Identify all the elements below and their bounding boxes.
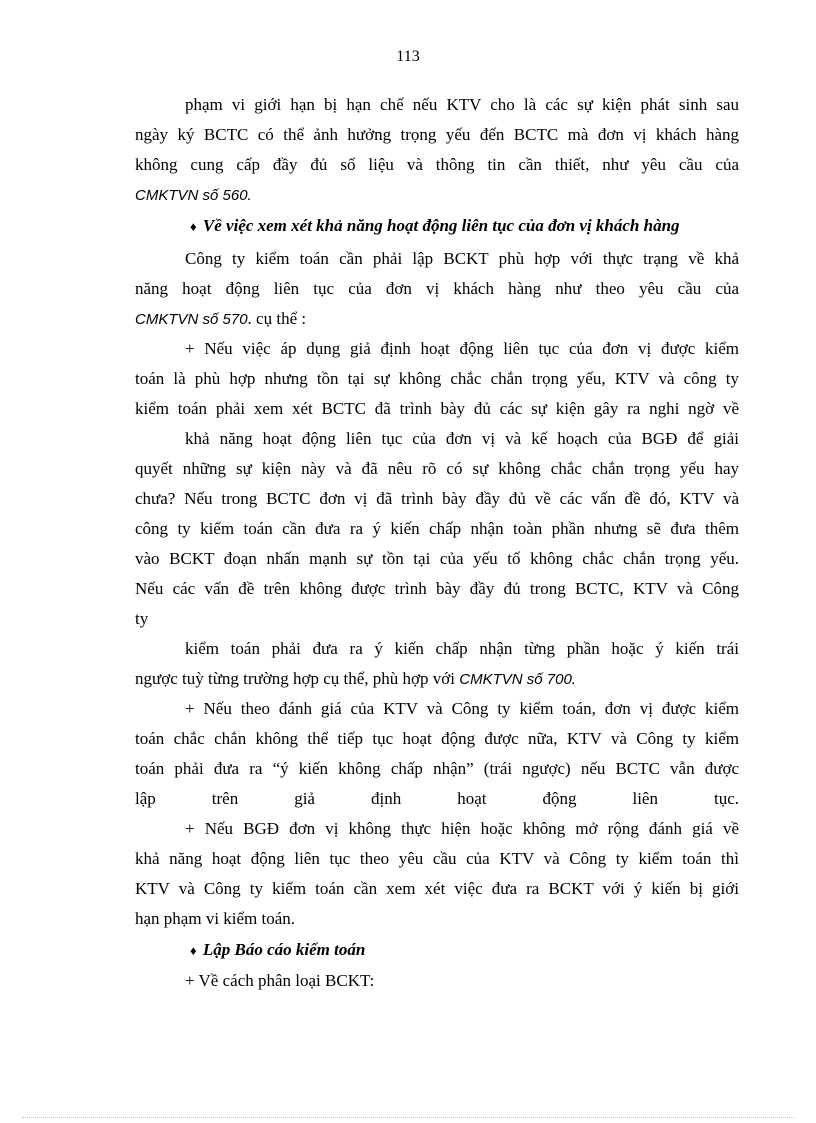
text-line: kiểm toán phải xem xét BCTC đã trình bày đủ các sự kiện gây ra nghi ngờ về <box>135 399 739 418</box>
section-heading <box>190 211 680 242</box>
page-border-rule <box>22 1117 794 1118</box>
text-line: ngày ký BCTC có thể ảnh hưởng trọng yếu đến BCTC mà đơn vị khách hàng <box>135 125 739 144</box>
text-line: + Về cách phân loại BCKT: <box>185 971 375 990</box>
text-line: năng hoạt động liên tục của đơn vị khách hàng như theo yêu cầu của <box>135 279 739 298</box>
page-number: 113 <box>396 48 420 65</box>
text-line: KTV và Công ty kiểm toán cần xem xét việc đưa ra BCKT với ý kiến bị giới <box>135 879 739 898</box>
text-line: lập trên giả định hoạt động liên tục. <box>135 789 739 808</box>
section-heading-text: Lập Báo cáo kiểm toán <box>202 940 366 959</box>
text-line: công ty kiểm toán cần đưa ra ý kiến chấp nhận toàn phần nhưng sẽ đưa thêm <box>135 519 739 538</box>
text-line: không cung cấp đầy đủ số liệu và thông tin cần thiết, như yêu cầu của <box>135 155 739 174</box>
text-line: + Nếu BGĐ đơn vị không thực hiện hoặc không mở rộng đánh giá về <box>185 819 739 838</box>
text-line: khả năng hoạt động liên tục theo yêu cầu của KTV và Công ty kiểm toán thì <box>135 849 739 868</box>
text-line: toán chắc chắn không thể tiếp tục hoạt động được nữa, KTV và Công ty kiểm <box>135 729 739 748</box>
text-line: toán phải đưa ra “ý kiến không chấp nhận” (trái ngược) nếu BCTC vẫn được <box>135 759 739 778</box>
text-line: + Nếu việc áp dụng giả định hoạt động liên tục của đơn vị được kiểm <box>185 339 739 358</box>
text-line: ty <box>135 609 149 628</box>
text-line: Nếu các vấn đề trên không được trình bày đầy đủ trong BCTC, KTV và Công <box>135 579 739 598</box>
section-heading <box>190 935 365 966</box>
standard-reference: CMKTVN số 560. <box>135 187 252 204</box>
text-line: chưa? Nếu trong BCTC đơn vị đã trình bày đầy đủ về các vấn đề đó, KTV và <box>135 489 739 508</box>
text-line: Công ty kiểm toán cần phải lập BCKT phù hợp với thực trạng về khả <box>185 249 739 268</box>
standard-reference: CMKTVN số 570 <box>135 311 248 328</box>
text-line: kiểm toán phải đưa ra ý kiến chấp nhận từng phần hoặc ý kiến trái <box>185 639 739 658</box>
standard-reference: CMKTVN số 700. <box>459 671 576 688</box>
text-line: vào BCKT đoạn nhấn mạnh sự tồn tại của yếu tố không chắc chắn trọng yếu. <box>135 549 739 568</box>
text-line: hạn phạm vi kiểm toán. <box>135 909 296 928</box>
text-line <box>135 304 306 335</box>
text-fragment: ngược tuỳ từng trường hợp cụ thể, phù hợp với <box>135 669 460 688</box>
text-line: toán là phù hợp nhưng tồn tại sự không chắc chắn trọng yếu, KTV và công ty <box>135 369 739 388</box>
text-line <box>135 664 576 695</box>
section-heading-text: Về việc xem xét khả năng hoạt động liên tục của đơn vị khách hàng <box>202 216 680 235</box>
text-fragment: . cụ thể : <box>247 309 307 328</box>
text-line: quyết những sự kiện này và đã nêu rõ có sự không chắc chắn trọng yếu hay <box>135 459 739 478</box>
text-line: + Nếu theo đánh giá của KTV và Công ty kiểm toán, đơn vị được kiểm <box>185 699 739 718</box>
text-line: phạm vi giới hạn bị hạn chế nếu KTV cho là các sự kiện phát sinh sau <box>185 95 739 114</box>
diamond-bullet-icon: ♦ <box>190 943 197 958</box>
diamond-bullet-icon: ♦ <box>190 219 197 234</box>
text-line: khả năng hoạt động liên tục của đơn vị và kế hoạch của BGĐ để giải <box>185 429 739 448</box>
